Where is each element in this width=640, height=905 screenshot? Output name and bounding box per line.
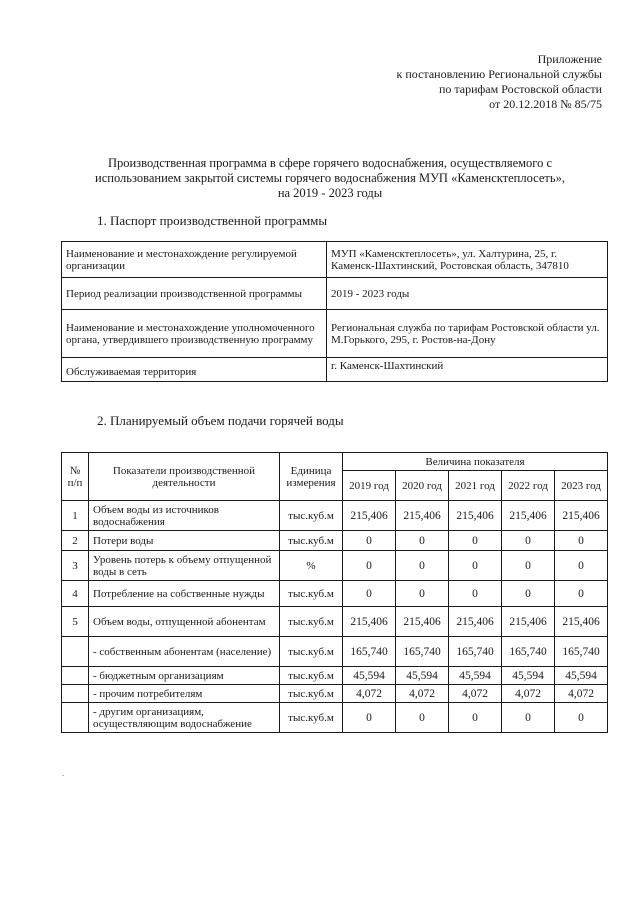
row-value: 215,406 (396, 501, 449, 531)
header-indicator: Показатели производственной деятельности (89, 453, 280, 501)
row-number (62, 703, 89, 733)
row-indicator: - другим организациям, осуществляющим водоснабжение (89, 703, 280, 733)
header-unit: Единица измерения (280, 453, 343, 501)
row-unit: тыс.куб.м (280, 501, 343, 531)
row-value: 215,406 (555, 501, 608, 531)
row-value: 165,740 (449, 637, 502, 667)
table-row (62, 685, 608, 703)
row-value: 4,072 (555, 685, 608, 703)
row-value: 4,072 (343, 685, 396, 703)
title-line: на 2019 - 2023 годы (277, 186, 383, 200)
row-value: 165,740 (502, 637, 555, 667)
row-value: 45,594 (555, 667, 608, 685)
row-value: 0 (449, 531, 502, 551)
header-year: 2022 год (502, 471, 555, 501)
row-value: 4,072 (502, 685, 555, 703)
table-row (62, 310, 608, 358)
title-line: использованием закрытой системы горячего водоснабжения МУП «Каменсктеплосеть», (95, 171, 565, 185)
row-value: 4,072 (449, 685, 502, 703)
document-title (60, 156, 600, 201)
passport-label: Период реализации производственной программы (62, 278, 327, 310)
title-line: Производственная программа в сфере горячего водоснабжения, осуществляемого с (107, 156, 553, 170)
row-value: 165,740 (343, 637, 396, 667)
row-value: 45,594 (449, 667, 502, 685)
row-value: 0 (343, 531, 396, 551)
header-year: 2020 год (396, 471, 449, 501)
table-row (62, 667, 608, 685)
header-year: 2023 год (555, 471, 608, 501)
row-value: 165,740 (396, 637, 449, 667)
volume-table (61, 452, 608, 733)
passport-label: Обслуживаемая территория (62, 358, 327, 382)
row-unit: тыс.куб.м (280, 667, 343, 685)
header-year: 2021 год (449, 471, 502, 501)
row-value: 0 (555, 581, 608, 607)
row-value: 215,406 (502, 501, 555, 531)
volume-table-body (62, 501, 608, 733)
row-value: 0 (449, 551, 502, 581)
appendix-line: Приложение (537, 52, 602, 66)
row-value: 0 (555, 551, 608, 581)
appendix-line: от 20.12.2018 № 85/75 (489, 97, 602, 111)
row-unit: тыс.куб.м (280, 685, 343, 703)
row-value: 215,406 (449, 607, 502, 637)
row-value: 0 (343, 551, 396, 581)
table-row (62, 358, 608, 382)
passport-value: 2019 - 2023 годы (327, 278, 608, 310)
row-number (62, 637, 89, 667)
table-row (62, 501, 608, 531)
row-value: 215,406 (555, 607, 608, 637)
row-value: 165,740 (555, 637, 608, 667)
row-value: 0 (343, 703, 396, 733)
table-row (62, 551, 608, 581)
row-number: 3 (62, 551, 89, 581)
header-year: 2019 год (343, 471, 396, 501)
row-value: 0 (502, 581, 555, 607)
row-unit: тыс.куб.м (280, 637, 343, 667)
row-value: 0 (502, 551, 555, 581)
passport-label: Наименование и местонахождение регулируемой организации (62, 242, 327, 278)
table-row (62, 637, 608, 667)
row-unit: тыс.куб.м (280, 531, 343, 551)
row-number: 5 (62, 607, 89, 637)
passport-value: МУП «Каменсктеплосеть», ул. Халтурина, 25, г. Каменск-Шахтинский, Ростовская область, 347810 (327, 242, 608, 278)
row-value: 0 (396, 703, 449, 733)
row-unit: тыс.куб.м (280, 703, 343, 733)
page-mark: . (62, 768, 65, 778)
row-unit: тыс.куб.м (280, 607, 343, 637)
row-value: 0 (396, 531, 449, 551)
table-row (62, 703, 608, 733)
section1-heading: 1. Паспорт производственной программы (97, 213, 328, 228)
row-value: 45,594 (396, 667, 449, 685)
row-indicator: - собственным абонентам (население) (89, 637, 280, 667)
row-indicator: Объем воды из источников водоснабжения (89, 501, 280, 531)
passport-label: Наименование и местонахождение уполномоченного органа, утвердившего производственную программу (62, 310, 327, 358)
row-value: 215,406 (396, 607, 449, 637)
row-value: 4,072 (396, 685, 449, 703)
row-number: 4 (62, 581, 89, 607)
row-indicator: Потребление на собственные нужды (89, 581, 280, 607)
section2-heading: 2. Планируемый объем подачи горячей воды (97, 413, 344, 428)
passport-value: г. Каменск-Шахтинский (327, 358, 608, 382)
passport-value: Региональная служба по тарифам Ростовской области ул. М.Горького, 295, г. Ростов-на-Дону (327, 310, 608, 358)
row-value: 0 (396, 581, 449, 607)
appendix-line: к постановлению Региональной службы (396, 67, 602, 81)
row-value: 215,406 (343, 607, 396, 637)
row-number: 2 (62, 531, 89, 551)
row-indicator: Объем воды, отпущенной абонентам (89, 607, 280, 637)
row-value: 45,594 (502, 667, 555, 685)
header-value-group: Величина показателя (343, 453, 608, 471)
header-no: № п/п (62, 453, 89, 501)
row-value: 215,406 (449, 501, 502, 531)
table-header-row (62, 453, 608, 471)
table-row (62, 531, 608, 551)
row-value: 215,406 (502, 607, 555, 637)
row-value: 45,594 (343, 667, 396, 685)
row-value: 0 (343, 581, 396, 607)
table-row (62, 278, 608, 310)
row-number (62, 685, 89, 703)
appendix-line: по тарифам Ростовской области (438, 82, 602, 96)
table-row (62, 581, 608, 607)
row-value: 0 (396, 551, 449, 581)
row-number: 1 (62, 501, 89, 531)
row-indicator: Потери воды (89, 531, 280, 551)
row-indicator: - прочим потребителям (89, 685, 280, 703)
row-value: 0 (555, 703, 608, 733)
row-value: 215,406 (343, 501, 396, 531)
row-value: 0 (449, 703, 502, 733)
row-value: 0 (449, 581, 502, 607)
table-row (62, 242, 608, 278)
row-value: 0 (555, 531, 608, 551)
row-unit: тыс.куб.м (280, 581, 343, 607)
passport-table (61, 241, 608, 382)
row-value: 0 (502, 703, 555, 733)
row-unit: % (280, 551, 343, 581)
row-indicator: - бюджетным организациям (89, 667, 280, 685)
row-indicator: Уровень потерь к объему отпущенной воды в сеть (89, 551, 280, 581)
row-value: 0 (502, 531, 555, 551)
appendix-block (397, 52, 602, 112)
row-number (62, 667, 89, 685)
table-row (62, 607, 608, 637)
